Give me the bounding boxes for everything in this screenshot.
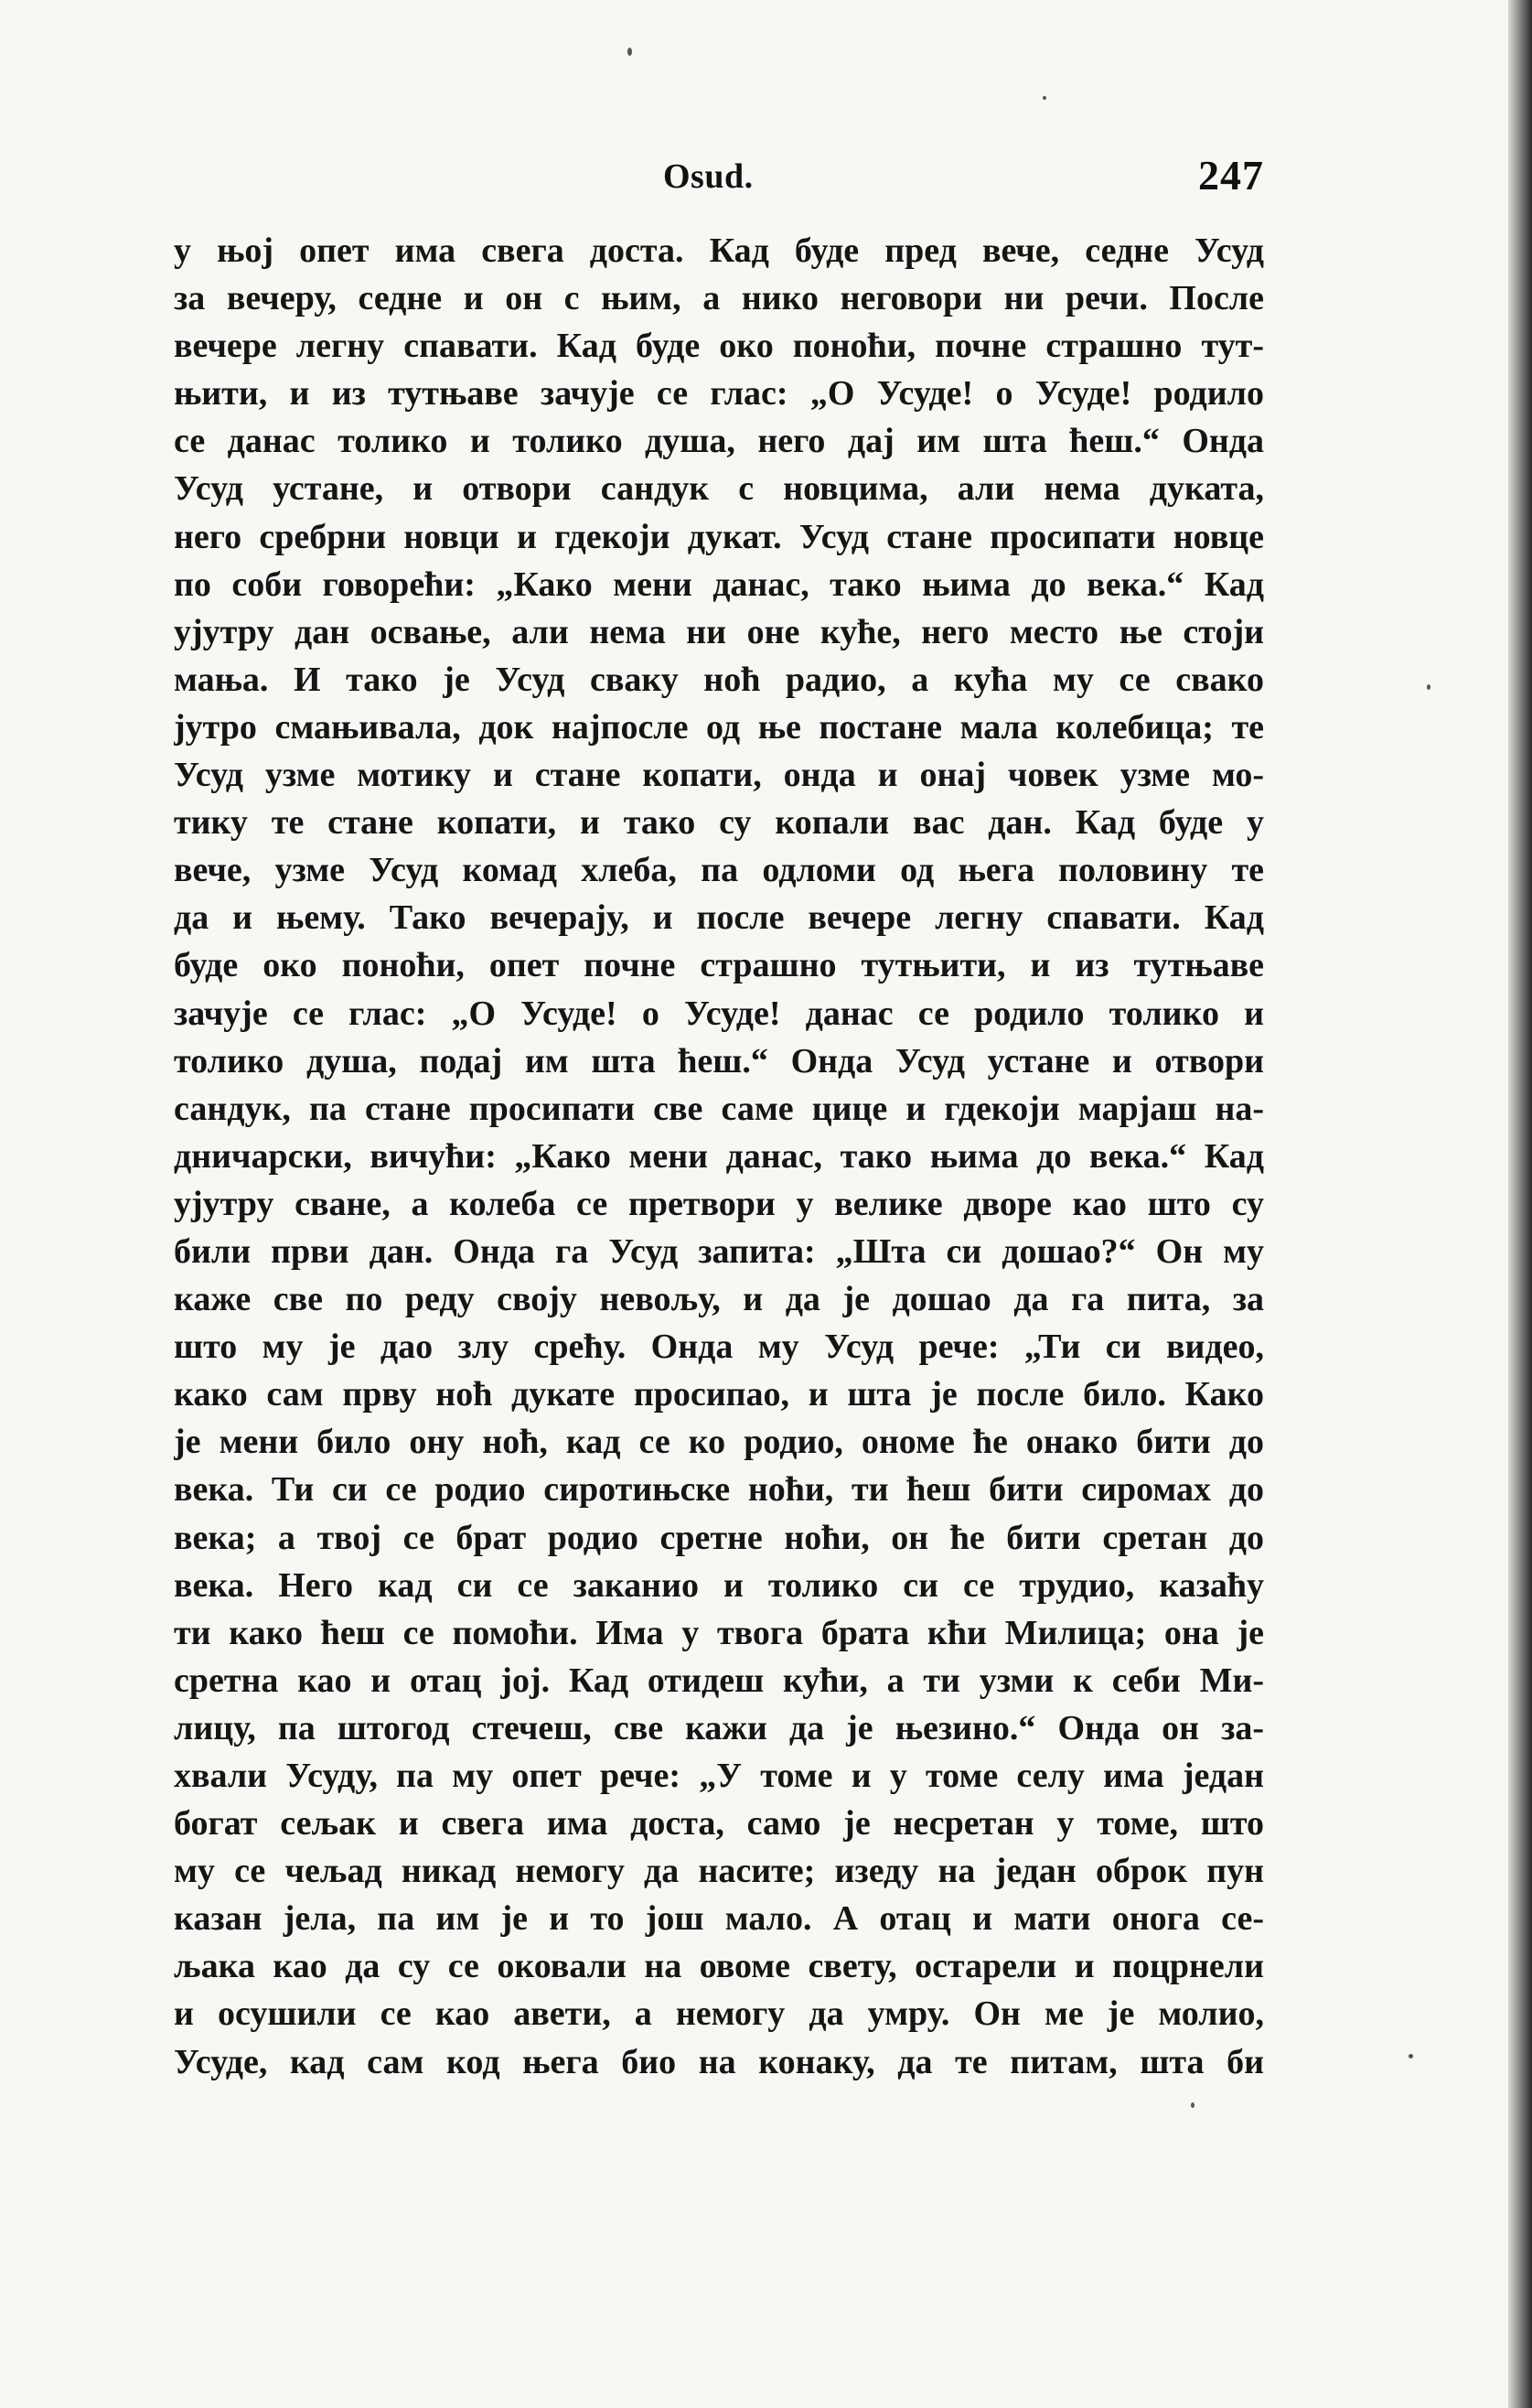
text-line: зачује се глас: „О Усуде! о Усуде! данас се родило толико и [174, 994, 1264, 1033]
text-line: века; а твој се брат родио сретне ноћи, он ће бити сретан до [174, 1518, 1264, 1557]
text-line: буде око поноћи, опет почне страшно тутњити, и из тутњаве [174, 946, 1264, 985]
text-line: Усуд узме мотику и стане копати, онда и онај човек узме мо- [174, 756, 1264, 795]
text-line: љака као да су се оковали на овоме свету, остарели и поцрнели [174, 1947, 1264, 1986]
text-line: Усуд устане, и отвори сандук с новцима, али нема дуката, [174, 469, 1264, 509]
text-line: њити, и из тутњаве зачује се глас: „О Усуде! о Усуде! родило [174, 374, 1264, 414]
scan-speck [1409, 2054, 1413, 2059]
text-line: јутро смањивала, док најпосле од ње постане мала колебица; те [174, 707, 1264, 747]
text-line: богат сељак и свега има доста, само је несретан у томе, што [174, 1804, 1264, 1844]
text-line: века. Него кад си се заканио и толико си се трудио, казаћу [174, 1565, 1264, 1605]
text-line: што му је дао злу срећу. Онда му Усуд рече: „Ти си видео, [174, 1328, 1264, 1367]
text-line: толико душа, подај им шта ћеш.“ Онда Усуд устане и отвори [174, 1041, 1264, 1080]
text-line: у њој опет има свега доста. Кад буде пред вече, седне Усуд [174, 231, 1264, 270]
text-line: ти како ћеш се помоћи. Има у твога брата кћи Милица; она је [174, 1613, 1264, 1652]
text-line: мања. И тако је Усуд сваку ноћ радио, а кућа му се свако [174, 660, 1264, 699]
scan-speck [627, 48, 632, 56]
text-line: хвали Усуду, па му опет рече: „У томе и у томе селу има један [174, 1757, 1264, 1795]
text-line: му се чељад никад немогу да насите; изеду на један оброк пун [174, 1852, 1264, 1891]
scan-speck [1043, 96, 1046, 100]
page-number: 247 [1198, 152, 1264, 199]
text-line: вечере легну спавати. Кад буде око поноћи, почне страшно тут- [174, 327, 1264, 366]
text-line: да и њему. Тако вечерају, и после вечере легну спавати. Кад [174, 898, 1264, 938]
text-line: ујутру сване, а колеба се претвори у велике дворе као што су [174, 1184, 1264, 1223]
text-line: тику те стане копати, и тако су копали вас дан. Кад буде у [174, 803, 1264, 843]
text-line: дничарски, вичући: „Како мени данас, тако њима до века.“ Кад [174, 1136, 1264, 1176]
text-line: је мени било ону ноћ, кад се ко родио, ономе ће онако бити до [174, 1423, 1264, 1462]
text-line: вече, узме Усуд комад хлеба, па одломи од њега половину те [174, 851, 1264, 890]
text-line: били први дан. Онда га Усуд запита: „Шта си дошао?“ Он му [174, 1231, 1264, 1271]
text-line: ујутру дан освање, али нема ни оне куће, него место ње стоји [174, 612, 1264, 651]
text-line: се данас толико и толико душа, него дај им шта ћеш.“ Онда [174, 422, 1264, 461]
page-header [174, 151, 1264, 206]
text-line: него сребрни новци и гдекоји дукат. Усуд стане просипати новце [174, 517, 1264, 556]
text-line: сретна као и отац јој. Кад отидеш кући, а ти узми к себи Ми- [174, 1661, 1264, 1700]
text-line: каже све по реду своју невољу, и да је дошао да га пита, за [174, 1280, 1264, 1319]
text-line: казан јела, па им је и то још мало. А отац и мати онога се- [174, 1899, 1264, 1939]
text-line: Усуде, кад сам код њега био на конаку, да те питам, шта би [174, 2042, 1264, 2081]
text-line: по соби говорећи: „Како мени данас, тако њима до века.“ Кад [174, 564, 1264, 604]
text-line: и осушили се као авети, а немогу да умру. Он ме је молио, [174, 1994, 1264, 2034]
scan-speck [1191, 2102, 1195, 2108]
text-line: сандук, па стане просипати све саме цице и гдекоји марјаш на- [174, 1089, 1264, 1128]
text-line: лицу, па штогод стечеш, све кажи да је њезино.“ Онда он за- [174, 1708, 1264, 1747]
scan-speck [1427, 684, 1430, 690]
text-line: за вечеру, седне и он с њим, а нико неговори ни речи. После [174, 279, 1264, 318]
body-text [174, 227, 1264, 2086]
text-line: како сам прву ноћ дукате просипао, и шта је после било. Како [174, 1375, 1264, 1414]
scan-page-edge [1508, 0, 1532, 2408]
running-title: Osud. [663, 157, 754, 196]
text-line: века. Ти си се родио сиротињске ноћи, ти ћеш бити сиромах до [174, 1470, 1264, 1510]
